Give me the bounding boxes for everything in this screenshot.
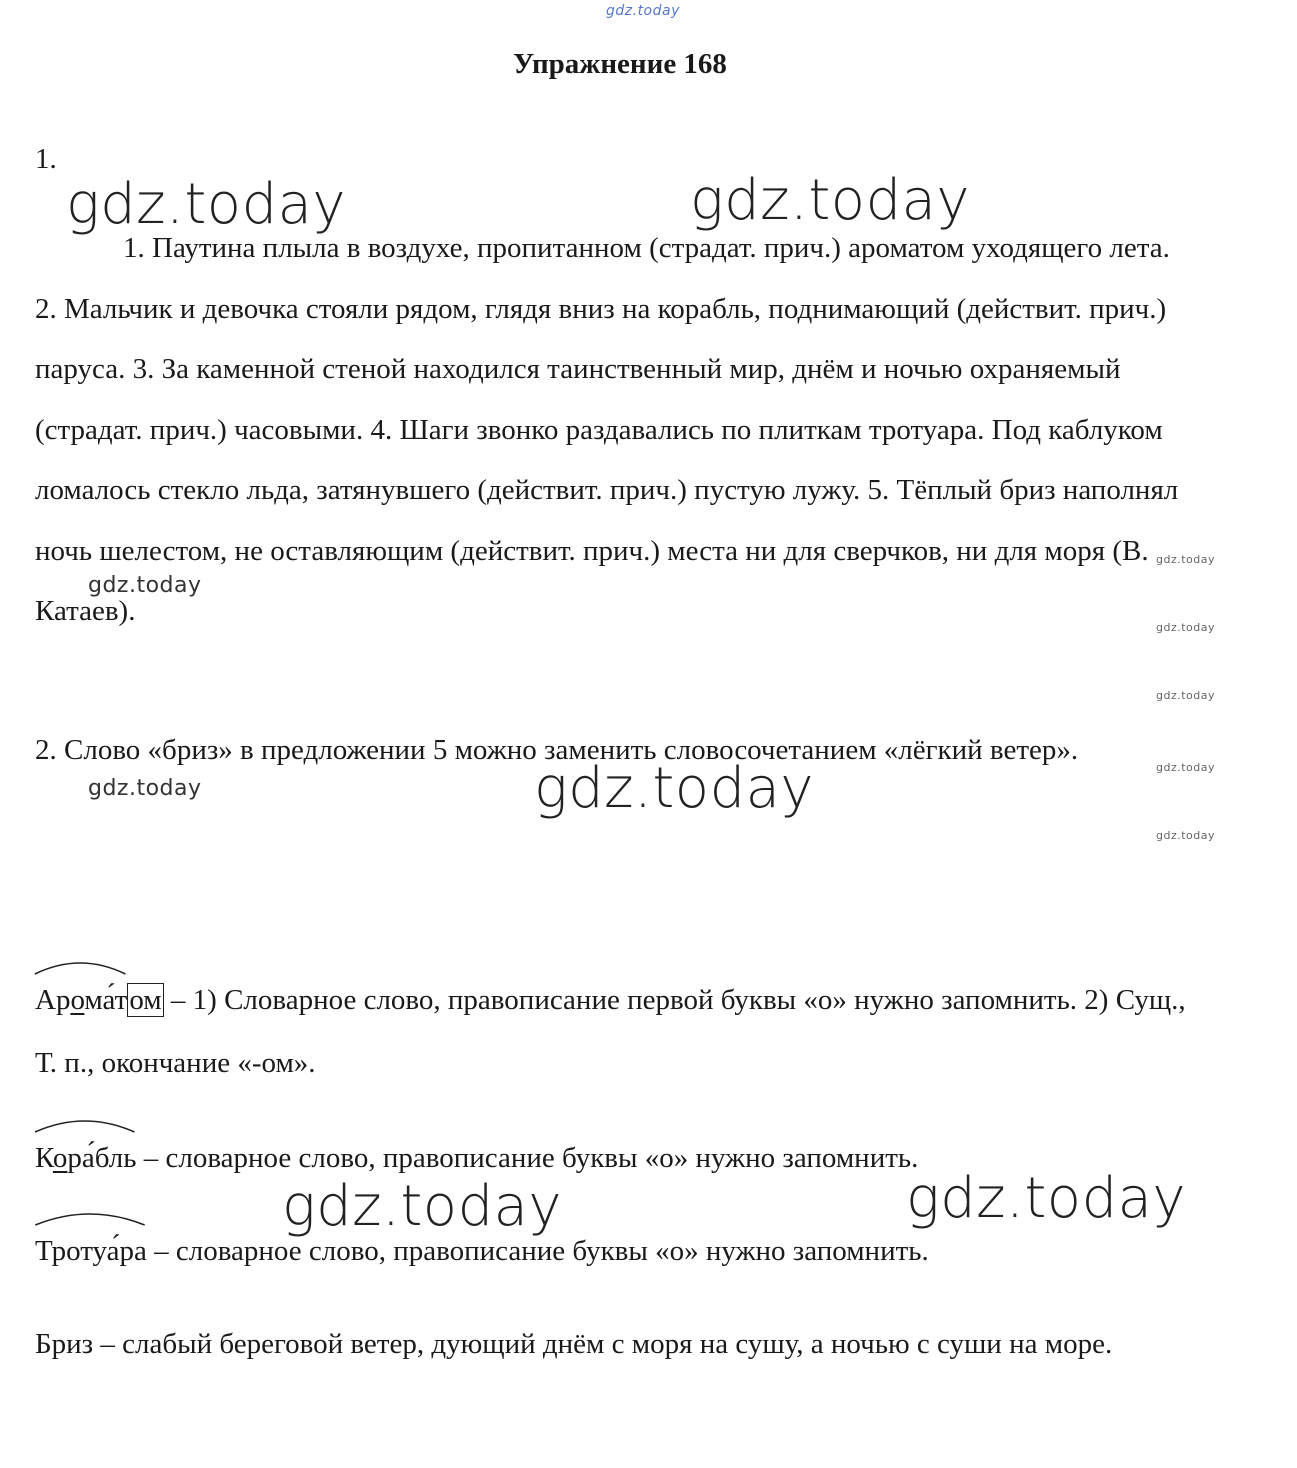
- section-1-number: 1.: [35, 143, 57, 175]
- watermark: gdz.today: [1156, 761, 1216, 774]
- ending-box: ом: [129, 984, 162, 1016]
- watermark: gdz.today: [66, 172, 347, 237]
- watermark: gdz.today: [88, 573, 202, 598]
- definition-trotuara: Тротуа́ра – словарное слово, правописание буквы «о» нужно запомнить.: [35, 1220, 1195, 1283]
- word-korabl: Кора́бль: [35, 1127, 137, 1190]
- watermark: gdz.today: [690, 168, 971, 233]
- watermark: gdz.today: [1156, 621, 1216, 634]
- watermark: gdz.today: [1156, 829, 1216, 842]
- section-2-text: 2. Слово «бриз» в предложении 5 можно заменить словосочетанием «лёгкий ветер».: [35, 734, 1079, 766]
- watermark: gdz.today: [1156, 689, 1216, 702]
- watermark: gdz.today: [88, 776, 202, 801]
- watermark-top: gdz.today: [606, 3, 680, 19]
- root-arc-icon: [33, 958, 127, 976]
- definition-aromatom: Арома́том – 1) Словарное слово, правописание первой буквы «о» нужно запомнить. 2) Сущ., Т. п., окончание «-ом».: [35, 969, 1195, 1095]
- section-1-text: 1. Паутина плыла в воздухе, пропитанном (страдат. прич.) ароматом уходящего лета. 2. Мальчик и девочка стояли рядом, глядя вниз на корабль, поднимающий (действит. прич.) паруса. 3. За каменной стеной находился таинственный мир, днём и ночью охраняемый (страдат. прич.) часовыми. 4. Шаги звонко раздавались по плиткам тротуара. Под каблуком ломалось стекло льда, затянувшего (действит. прич.) пустую лужу. 5. Тёплый бриз наполнял ночь шелестом, не оставляющим (действит. прич.) места ни для сверчков, ни для моря (В. Катаев).: [35, 232, 1179, 627]
- root-arc-icon: [33, 1209, 147, 1227]
- watermark: gdz.today: [1156, 553, 1216, 566]
- definition-briz: Бриз – слабый береговой ветер, дующий днём с моря на сушу, а ночью с суши на море.: [35, 1328, 1113, 1360]
- watermark: gdz.today: [906, 1166, 1187, 1231]
- definition-korabl: Кора́бль – словарное слово, правописание буквы «о» нужно запомнить.: [35, 1127, 1195, 1190]
- watermark: gdz.today: [282, 1174, 563, 1239]
- word-trotuara: Тротуа́ра: [35, 1220, 147, 1283]
- word-aromatom: Арома́т: [35, 969, 127, 1032]
- watermark: gdz.today: [534, 756, 815, 821]
- exercise-title: Упражнение 168: [513, 48, 727, 80]
- root-arc-icon: [33, 1116, 137, 1134]
